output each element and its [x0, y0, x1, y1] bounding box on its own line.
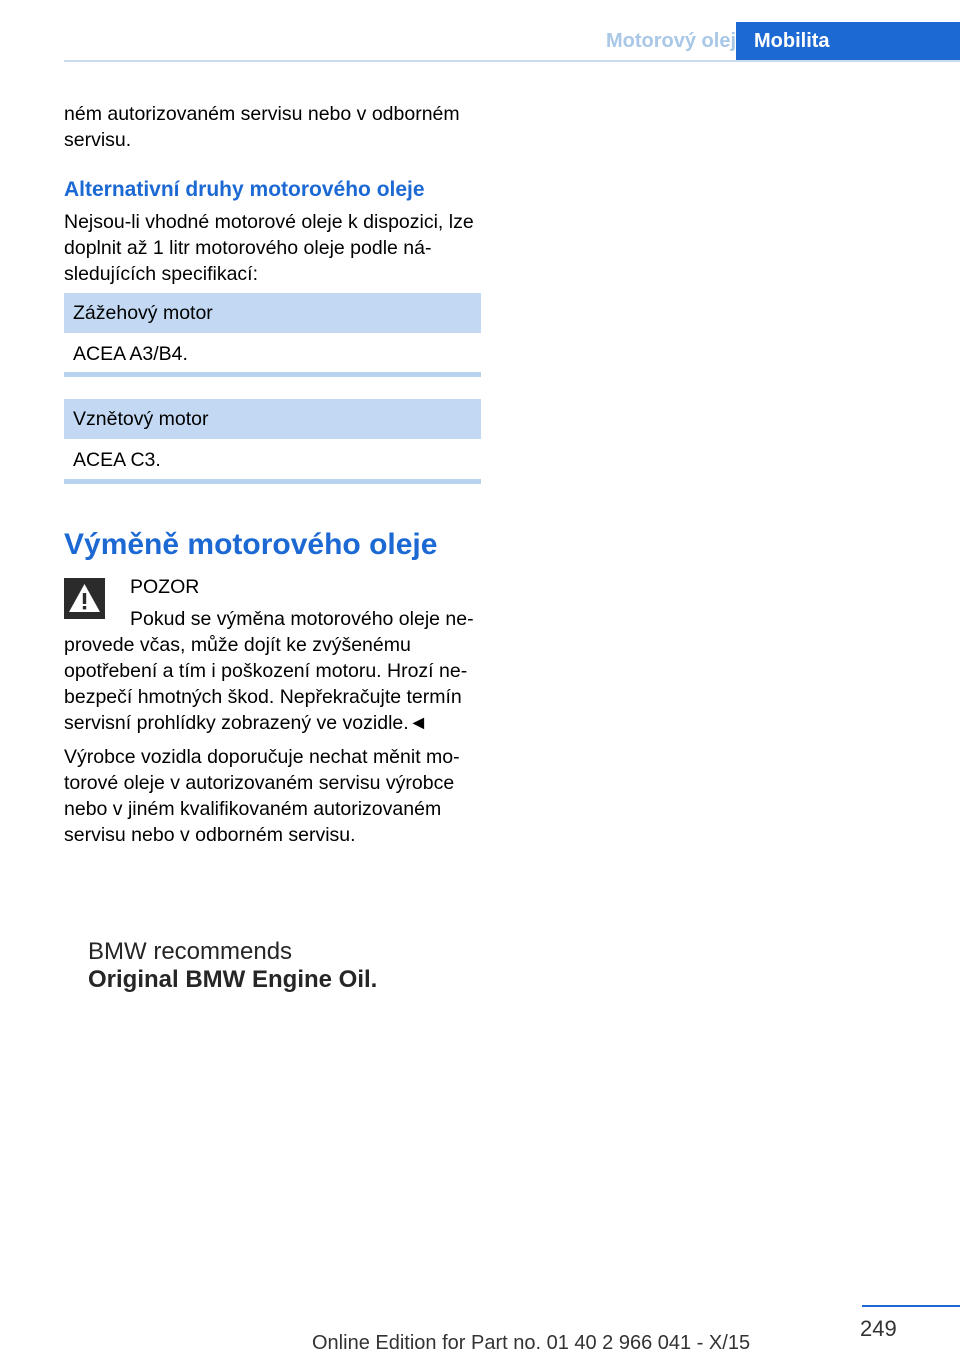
oil-recommendation [88, 938, 377, 994]
page-number: 249 [860, 1316, 897, 1341]
spec-engine-petrol: Zážehový motor [64, 293, 481, 333]
oil-change-heading: Výměně motorového oleje [64, 528, 438, 561]
alternative-oils-heading: Alternativní druhy motorového oleje [64, 178, 425, 201]
spec-divider [64, 479, 481, 484]
spec-value-diesel: ACEA C3. [73, 449, 161, 471]
oil-change-paragraph: Výrobce vozidla doporučuje nechat měnit motorové oleje v autorizovaném servisu výrobce nebo v jiném kvalifikovaném autorizovaném servisu nebo v odborném servisu. [64, 746, 460, 846]
spec-value-petrol: ACEA A3/B4. [73, 343, 188, 365]
section-title: Motorový olej [605, 30, 736, 52]
edition-footer: Online Edition for Part no. 01 40 2 966 041 - X/15 [312, 1332, 751, 1354]
alternative-oils-paragraph: Nejsou-li vhodné motorové oleje k dispozici, lze doplnit až 1 litr motorového oleje podle následujících specifikací: [64, 211, 474, 285]
recommendation-line: BMW recommends [88, 938, 293, 965]
page-header [0, 0, 960, 62]
header-divider [64, 60, 960, 62]
intro-paragraph: ném autorizovaném servisu nebo v odborném servisu. [64, 103, 460, 151]
chapter-tab: Mobilita [736, 22, 960, 62]
recommendation-brand-line: Original BMW Engine Oil. [88, 966, 378, 993]
warning-text: Pokud se výměna motorového oleje neprovede včas, může dojít ke zvýšenému opotřebení a tím i poškození motoru. Hrozí nebezpečí hmotných škod. Nepřekračujte termín servisní prohlídky zobrazený ve vozidle.◄ [64, 608, 474, 734]
spec-engine-diesel: Vznětový motor [64, 399, 481, 439]
spec-divider [64, 372, 481, 377]
footer-divider [862, 1305, 960, 1307]
warning-title: POZOR [130, 576, 200, 598]
